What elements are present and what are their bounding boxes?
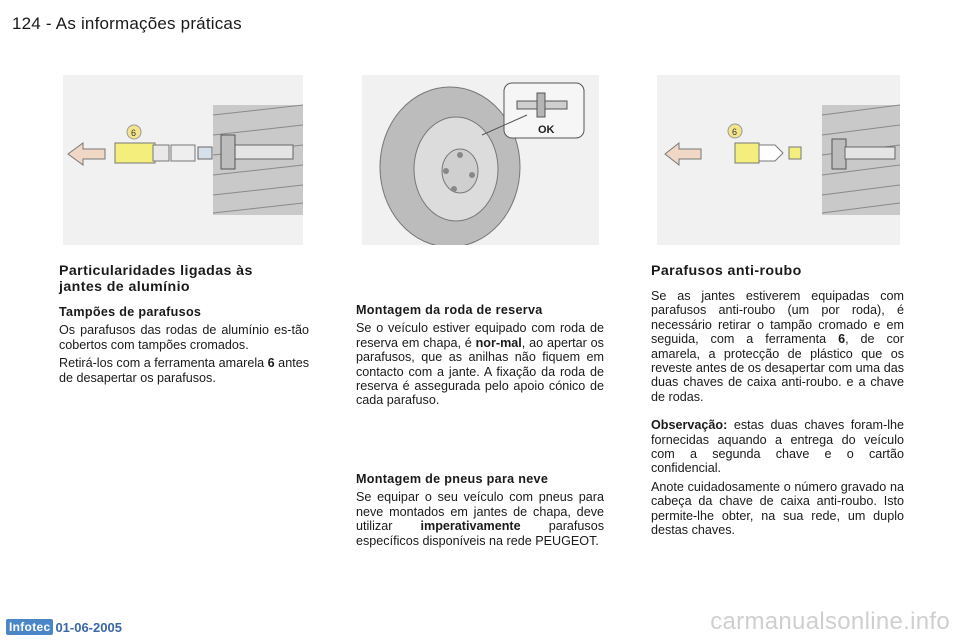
header-separator: - [45, 14, 52, 33]
figure-right-tool-label: 6 [732, 127, 738, 137]
figure-left-tool-label: 6 [131, 128, 137, 138]
snow-tyres-heading: Montagem de pneus para neve [356, 472, 549, 486]
middle-column-snow [356, 472, 604, 552]
infotec-logo: Infotec [6, 619, 53, 635]
anti-theft-paragraph: Se as jantes estiverem equipadas com parafusos anti-roubo (um por roda), é necessário retirar o tampão cromado e em seguida, com a ferramenta 6, de cor amarela, a protecção de plástico que os reveste antes de os desapertar com uma das duas chaves de caixa anti-roubo. e a chave de rodas. [651, 289, 904, 404]
footer [6, 619, 122, 635]
watermark: carmanualsonline.info [710, 608, 950, 635]
bolt-caps-paragraph: Os parafusos das rodas de alumínio es-tão cobertos com tampões cromados. [59, 323, 309, 352]
spare-wheel-paragraph: Se o veículo estiver equipado com roda de reserva em chapa, é nor-mal, ao apertar os parafusos, que as anilhas não fiquem em contacto com a jante. A fixação da roda de reserva é assegurada pelo apoio cónico de cada parafuso. [356, 321, 604, 408]
figure-chrome-cap-svg [63, 75, 303, 245]
figure-anti-theft-bolt-svg [657, 75, 900, 245]
spare-wheel-heading: Montagem da roda de reserva [356, 303, 543, 317]
edition-date: 01-06-2005 [55, 619, 122, 635]
figure-middle-ok-label: OK [538, 124, 555, 136]
page-header [12, 14, 242, 34]
left-column [59, 263, 309, 389]
right-column [651, 263, 904, 542]
remove-caps-paragraph: Retirá-los com a ferramenta amarela 6 antes de desapertar os parafusos. [59, 356, 309, 385]
figure-anti-theft-bolt [657, 75, 900, 245]
alloy-wheels-heading: Particularidades ligadas às jantes de alumínio [59, 263, 253, 295]
figure-chrome-cap-removal [63, 75, 303, 245]
bolt-caps-heading: Tampões de parafusos [59, 305, 202, 319]
page-number: 124 [12, 14, 41, 33]
section-title: As informações práticas [55, 14, 242, 33]
note-number-paragraph: Anote cuidadosamente o número gravado na cabeça da chave de caixa anti-roubo. Isto permite-lhe obter, na sua rede, um duplo destas chaves. [651, 479, 904, 538]
figure-spare-wheel [362, 75, 599, 245]
figure-spare-wheel-svg [362, 75, 599, 245]
snow-tyres-paragraph: Se equipar o seu veículo com pneus para neve montados em jantes de chapa, deve utilizar imperativamente parafusos específicos disponíveis na rede PEUGEOT. [356, 490, 605, 548]
middle-column [356, 303, 604, 412]
observation-paragraph: Observação: estas duas chaves foram-lhe fornecidas aquando a entrega do veículo com a segunda chave e o cartão confidencial. [651, 418, 904, 476]
anti-theft-heading: Parafusos anti-roubo [651, 263, 802, 279]
